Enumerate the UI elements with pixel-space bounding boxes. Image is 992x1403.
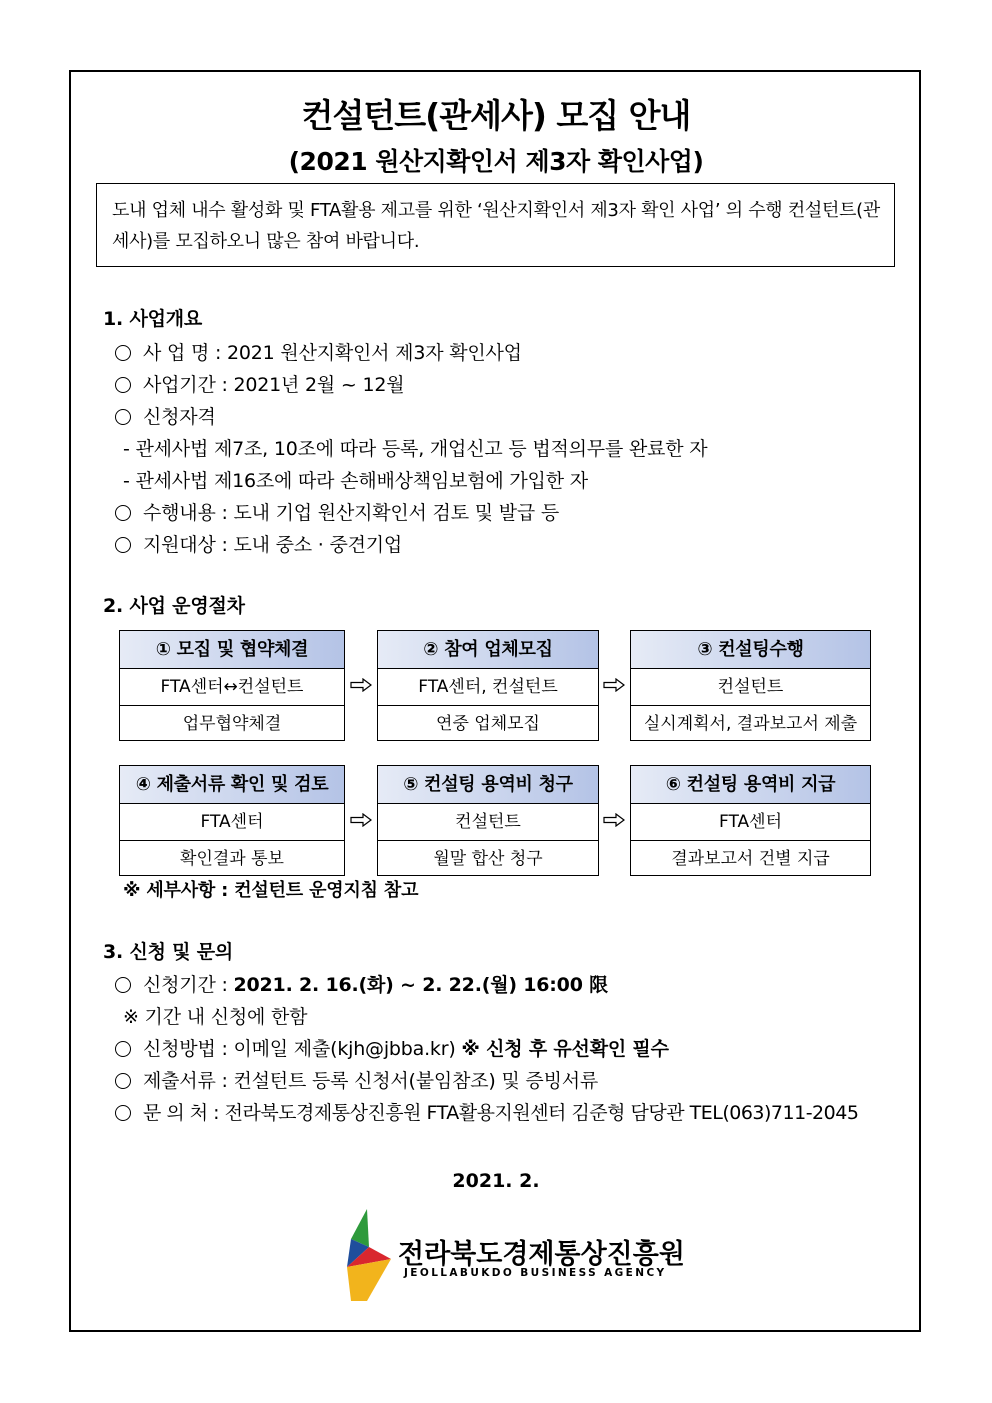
list-item: 신청자격 bbox=[115, 402, 216, 429]
process-note: ※ 세부사항 : 컨설턴트 운영지침 참고 bbox=[123, 880, 419, 901]
arrow-right-icon bbox=[350, 813, 372, 827]
process-step-4 bbox=[119, 765, 345, 876]
step-title: ⑤ 컨설팅 용역비 청구 bbox=[378, 766, 598, 804]
sub-list-item: - 관세사법 제16조에 따라 손해배상책임보험에 가입한 자 bbox=[123, 470, 588, 492]
sub-list-item: - 관세사법 제7조, 10조에 따라 등록, 개업신고 등 법적의무를 완료한 자 bbox=[123, 438, 708, 460]
section2-heading: 2. 사업 운영절차 bbox=[103, 595, 245, 617]
step-title: ④ 제출서류 확인 및 검토 bbox=[120, 766, 344, 804]
issue-date: 2021. 2. bbox=[452, 1170, 540, 1192]
section1-heading: 1. 사업개요 bbox=[103, 308, 203, 330]
step-actor: 컨설턴트 bbox=[631, 669, 870, 706]
org-logo-icon bbox=[345, 1207, 395, 1303]
list-item: 신청방법 : 이메일 제출(kjh@jbba.kr) ※ 신청 후 유선확인 필수 bbox=[115, 1034, 669, 1061]
circle-bullet-icon bbox=[115, 409, 131, 425]
step-title: ⑥ 컨설팅 용역비 지급 bbox=[631, 766, 870, 804]
circle-bullet-icon bbox=[115, 1105, 131, 1121]
step-actor: 컨설턴트 bbox=[378, 804, 598, 841]
period-note: ※ 기간 내 신청에 한함 bbox=[123, 1006, 308, 1028]
list-item: 사 업 명 : 2021 원산지확인서 제3자 확인사업 bbox=[115, 338, 522, 365]
process-step-6 bbox=[630, 765, 871, 876]
process-step-2 bbox=[377, 630, 599, 741]
circle-bullet-icon bbox=[115, 1073, 131, 1089]
circle-bullet-icon bbox=[115, 977, 131, 993]
process-step-3 bbox=[630, 630, 871, 741]
process-step-1 bbox=[119, 630, 345, 741]
step-actor: FTA센터, 컨설턴트 bbox=[378, 669, 598, 706]
list-item: 문 의 처 : 전라북도경제통상진흥원 FTA활용지원센터 김준형 담당관 TEL(063)711-2045 bbox=[115, 1098, 858, 1125]
circle-bullet-icon bbox=[115, 537, 131, 553]
application-period: 2021. 2. 16.(화) ~ 2. 22.(월) 16:00 限 bbox=[233, 974, 608, 996]
section3-heading: 3. 신청 및 문의 bbox=[103, 941, 234, 963]
list-item: 제출서류 : 컨설턴트 등록 신청서(붙임참조) 및 증빙서류 bbox=[115, 1066, 598, 1093]
step-task: 확인결과 통보 bbox=[180, 849, 284, 869]
step-task: 연중 업체모집 bbox=[436, 714, 540, 734]
intro-box: 도내 업체 내수 활성화 및 FTA활용 제고를 위한 ‘원산지확인서 제3자 확인 사업’ 의 수행 컨설턴트(관세사)를 모집하오니 많은 참여 바랍니다. bbox=[96, 183, 895, 267]
page-title: 컨설턴트(관세사) 모집 안내 bbox=[301, 96, 691, 135]
step-actor: FTA센터↔컨설턴트 bbox=[120, 669, 344, 706]
arrow-right-icon bbox=[603, 678, 625, 692]
circle-bullet-icon bbox=[115, 1041, 131, 1057]
step-title: ③ 컨설팅수행 bbox=[631, 631, 870, 669]
phone-confirm-note: ※ 신청 후 유선확인 필수 bbox=[461, 1038, 669, 1060]
process-step-5 bbox=[377, 765, 599, 876]
list-item: 지원대상 : 도내 중소 · 중견기업 bbox=[115, 530, 402, 557]
circle-bullet-icon bbox=[115, 345, 131, 361]
step-task: 월말 합산 청구 bbox=[433, 849, 543, 869]
step-task: 업무협약체결 bbox=[182, 714, 282, 734]
list-item: 수행내용 : 도내 기업 원산지확인서 검토 및 발급 등 bbox=[115, 498, 559, 525]
step-actor: FTA센터 bbox=[631, 804, 870, 841]
step-task: 결과보고서 건별 지급 bbox=[671, 849, 830, 869]
list-item: 신청기간 : 2021. 2. 16.(화) ~ 2. 22.(월) 16:00 限 bbox=[115, 970, 608, 997]
org-name-english: JEOLLABUKDO BUSINESS AGENCY bbox=[404, 1267, 667, 1279]
page-subtitle: (2021 원산지확인서 제3자 확인사업) bbox=[288, 147, 704, 176]
org-name-korean: 전라북도경제통상진흥원 bbox=[398, 1239, 685, 1270]
arrow-right-icon bbox=[350, 678, 372, 692]
step-title: ① 모집 및 협약체결 bbox=[120, 631, 344, 669]
step-actor: FTA센터 bbox=[120, 804, 344, 841]
step-task: 실시계획서, 결과보고서 제출 bbox=[643, 714, 858, 734]
step-title: ② 참여 업체모집 bbox=[378, 631, 598, 669]
arrow-right-icon bbox=[603, 813, 625, 827]
circle-bullet-icon bbox=[115, 505, 131, 521]
circle-bullet-icon bbox=[115, 377, 131, 393]
list-item: 사업기간 : 2021년 2월 ~ 12월 bbox=[115, 370, 404, 397]
